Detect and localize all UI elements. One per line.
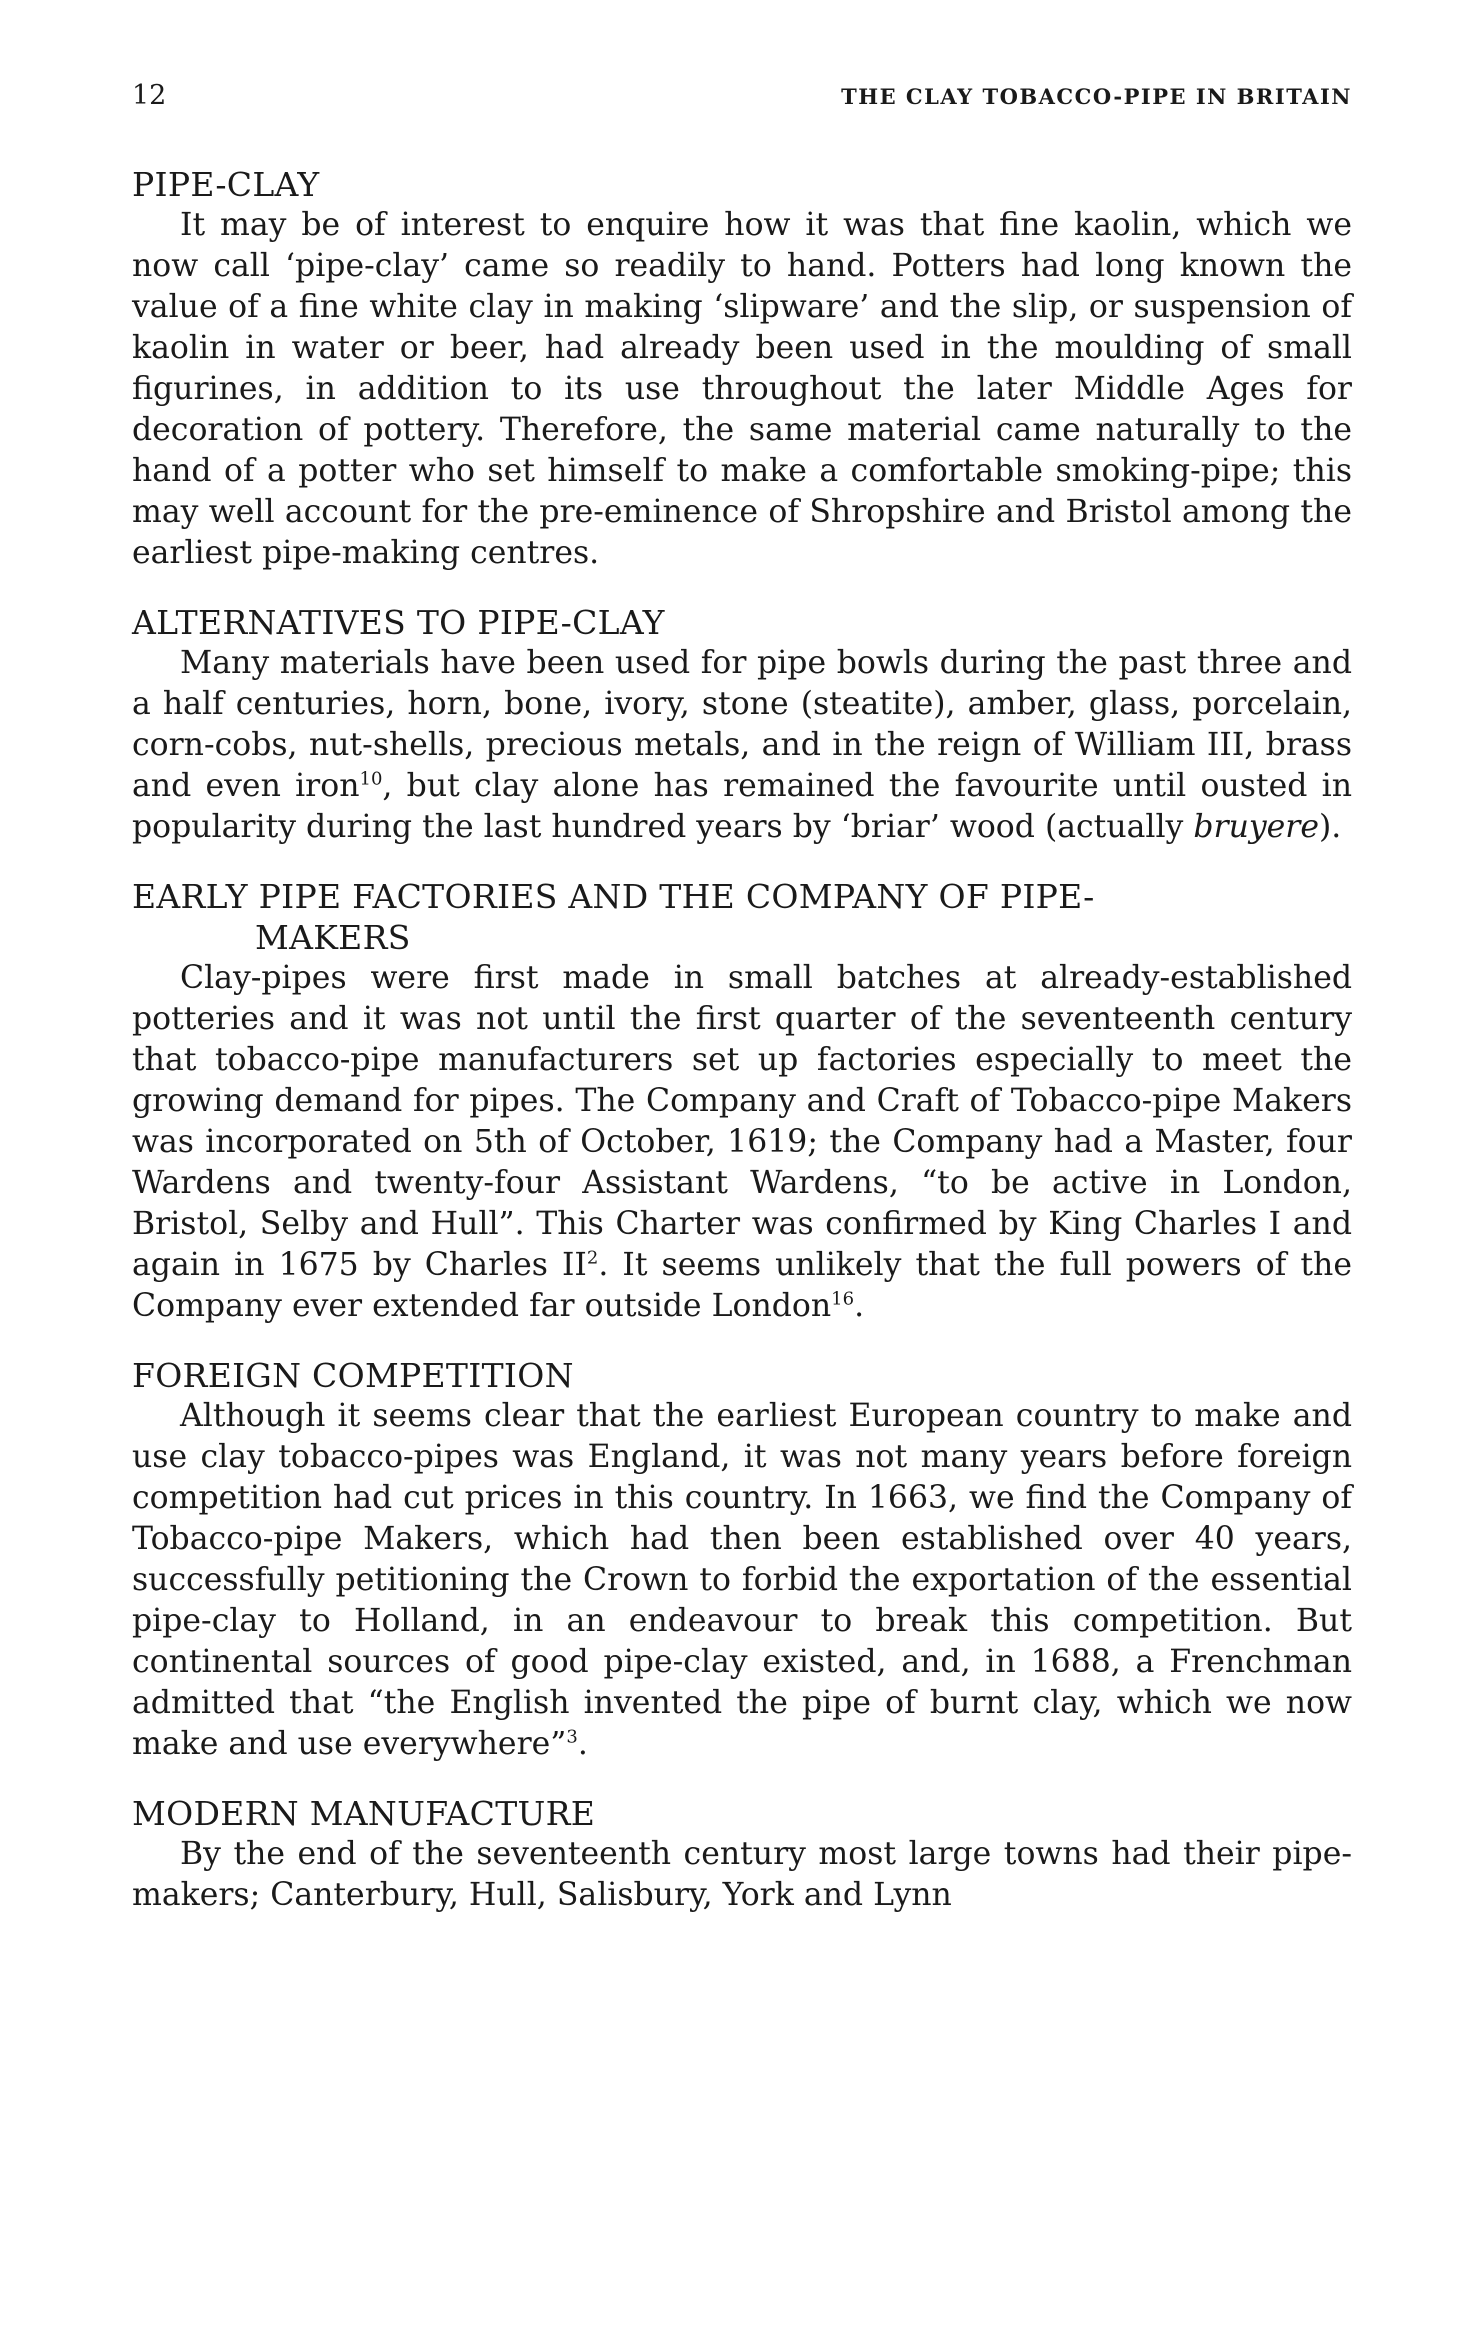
section-paragraph xyxy=(132,643,1352,848)
section-paragraph xyxy=(132,1396,1352,1765)
section-early-factories xyxy=(132,876,1352,1327)
section-alternatives xyxy=(132,602,1352,848)
section-paragraph: It may be of interest to enquire how it was that fine kaolin, which we now call ‘pipe-clay’ came so readily to hand. Potters had long known the value of a fine white clay in making ‘slipware’ and the slip, or suspension of kaolin in water or beer, had already been used in the moulding of small figurines, in addition to its use throughout the later Middle Ages for decoration of pottery. Therefore, the same material came naturally to the hand of a potter who set himself to make a comfortable smoking-pipe; this may well account for the pre-eminence of Shropshire and Bristol among the earliest pipe-making centres. xyxy=(132,207,1352,571)
italic-term: bruyere xyxy=(1193,809,1319,845)
paragraph-text: Although it seems clear that the earliest European country to make and use clay tobacco-pipes was England, it was not many years before foreign competition had cut prices in this country. In 1663, we find the Company of Tobacco-pipe Makers, which had then been established over 40 years, successfully petitioning the Crown to forbid the exportation of the essential pipe-clay to Holland, in an endeavour to break this competition. But continental sources of good pipe-clay existed, and, in 1688, a Frenchman admitted that “the English invented the pipe of burnt clay, which we now make and use everywhere” xyxy=(132,1398,1352,1762)
section-heading: PIPE-CLAY xyxy=(132,165,320,204)
footnote-ref: 16 xyxy=(831,1288,855,1310)
paragraph-text: ). xyxy=(1319,809,1342,845)
paragraph-text: . It seems unlikely that the full powers of the Company ever extended far outside London xyxy=(132,1247,1352,1324)
footnote-ref: 2 xyxy=(586,1247,599,1269)
section-modern-manufacture xyxy=(132,1793,1352,1916)
section-pipe-clay xyxy=(132,164,1352,574)
section-heading: FOREIGN COMPETITION xyxy=(132,1356,574,1395)
heading-line: EARLY PIPE FACTORIES AND THE COMPANY OF PIPE- xyxy=(132,877,1095,916)
paragraph-text: . xyxy=(577,1726,588,1762)
paragraph-text: . xyxy=(854,1288,865,1324)
heading-line: MAKERS xyxy=(255,918,411,957)
paragraph-text: Many materials have been used for pipe bowls during the past three and a half centuries, horn, bone, ivory, stone (steatite), amber, glass, porcelain, corn-cobs, nut-shells, precious metals, and in the reign of William III, brass and even iron xyxy=(132,645,1352,804)
paragraph-text: , but clay alone has remained the favourite until ousted in popularity during the last hundred years by ‘briar’ wood (actually xyxy=(132,768,1352,845)
section-foreign-competition xyxy=(132,1355,1352,1765)
footnote-ref: 10 xyxy=(359,768,383,790)
paragraph-text: Clay-pipes were first made in small batches at already-established potteries and it was not until the first quarter of the seventeenth century that tobacco-pipe manufacturers set up factories especially to meet the growing demand for pipes. The Company and Craft of Tobacco-pipe Makers was incorporated on 5th of October, 1619; the Company had a Master, four Wardens and twenty-four Assistant Wardens, “to be active in London, Bristol, Selby and Hull”. This Charter was confirmed by King Charles I and again in 1675 by Charles II xyxy=(132,960,1352,1283)
document-page xyxy=(132,80,1352,1944)
section-heading: MODERN MANUFACTURE xyxy=(132,1794,596,1833)
section-paragraph xyxy=(132,958,1352,1327)
footnote-ref: 3 xyxy=(566,1726,578,1748)
section-heading: ALTERNATIVES TO PIPE-CLAY xyxy=(132,603,665,642)
running-header xyxy=(132,80,1352,130)
running-title: THE CLAY TOBACCO-PIPE IN BRITAIN xyxy=(841,84,1352,109)
page-number: 12 xyxy=(132,80,167,111)
section-paragraph: By the end of the seventeenth century most large towns had their pipe-makers; Canterbury, Hull, Salisbury, York and Lynn xyxy=(132,1836,1352,1913)
section-heading xyxy=(132,876,1352,958)
